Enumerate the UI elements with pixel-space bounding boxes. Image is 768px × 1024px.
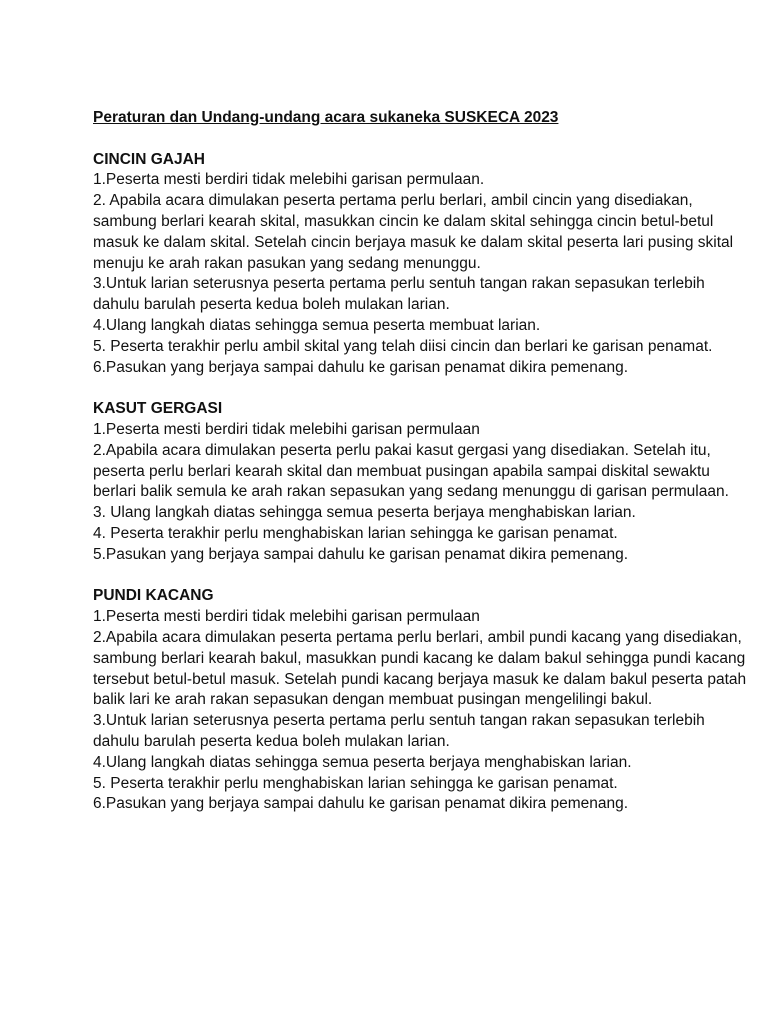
rule-item: 2. Apabila acara dimulakan peserta pertama perlu berlari, ambil cincin yang disediakan, sambung berlari kearah skital, masukkan cincin ke dalam skital sehingga cincin betul-betul masuk ke dalam skital. Setelah cincin berjaya masuk ke dalam skital peserta lari pusing skital menuju ke arah rakan pasukan yang sedang menunggu. <box>93 192 734 272</box>
rule-item: 1.Peserta mesti berdiri tidak melebihi garisan permulaan. <box>93 171 485 189</box>
rule-item: 5.Pasukan yang berjaya sampai dahulu ke garisan penamat dikira pemenang. <box>93 545 629 563</box>
section-kasut-gergasi <box>93 399 753 565</box>
document-page <box>93 108 753 815</box>
rule-item: 2.Apabila acara dimulakan peserta pertama perlu berlari, ambil pundi kacang yang disediakan, sambung berlari kearah bakul, masukkan pundi kacang ke dalam bakul sehingga pundi kacang tersebut betul-betul masuk. Setelah pundi kacang berjaya masuk ke dalam bakul peserta patah balik lari ke arah rakan sepasukan dengan membuat pusingan mengelilingi bakul. <box>93 628 747 709</box>
rule-item: 4.Ulang langkah diatas sehingga semua peserta berjaya menghabiskan larian. <box>93 753 632 771</box>
rule-item: 3. Ulang langkah diatas sehingga semua peserta berjaya menghabiskan larian. <box>93 504 636 522</box>
rule-item: 6.Pasukan yang berjaya sampai dahulu ke garisan penamat dikira pemenang. <box>93 795 629 813</box>
rule-item: 1.Peserta mesti berdiri tidak melebihi garisan permulaan <box>93 420 480 438</box>
rule-item: 1.Peserta mesti berdiri tidak melebihi garisan permulaan <box>93 608 480 626</box>
section-heading: CINCIN GAJAH <box>93 150 205 168</box>
section-pundi-kacang <box>93 586 753 815</box>
rule-item: 2.Apabila acara dimulakan peserta perlu pakai kasut gergasi yang disediakan. Setelah itu, peserta perlu berlari kearah skital dan membuat pusingan apabila sampai diskital sewaktu berlari balik semula ke arah rakan sepasukan yang sedang menunggu di garisan permulaan. <box>93 441 729 501</box>
rule-item: 5. Peserta terakhir perlu menghabiskan larian sehingga ke garisan penamat. <box>93 774 618 792</box>
rule-item: 4.Ulang langkah diatas sehingga semua peserta membuat larian. <box>93 316 541 334</box>
rule-item: 5. Peserta terakhir perlu ambil skital yang telah diisi cincin dan berlari ke garisan penamat. <box>93 337 713 355</box>
document-title: Peraturan dan Undang-undang acara sukaneka SUSKECA 2023 <box>93 109 559 126</box>
section-heading: PUNDI KACANG <box>93 587 214 605</box>
section-cincin-gajah <box>93 150 753 379</box>
section-heading: KASUT GERGASI <box>93 400 223 418</box>
rule-item: 3.Untuk larian seterusnya peserta pertama perlu sentuh tangan rakan sepasukan terlebih dahulu barulah peserta kedua boleh mulakan larian. <box>93 275 705 314</box>
rule-item: 3.Untuk larian seterusnya peserta pertama perlu sentuh tangan rakan sepasukan terlebih dahulu barulah peserta kedua boleh mulakan larian. <box>93 712 705 750</box>
rule-item: 6.Pasukan yang berjaya sampai dahulu ke garisan penamat dikira pemenang. <box>93 358 629 376</box>
rule-item: 4. Peserta terakhir perlu menghabiskan larian sehingga ke garisan penamat. <box>93 524 618 542</box>
